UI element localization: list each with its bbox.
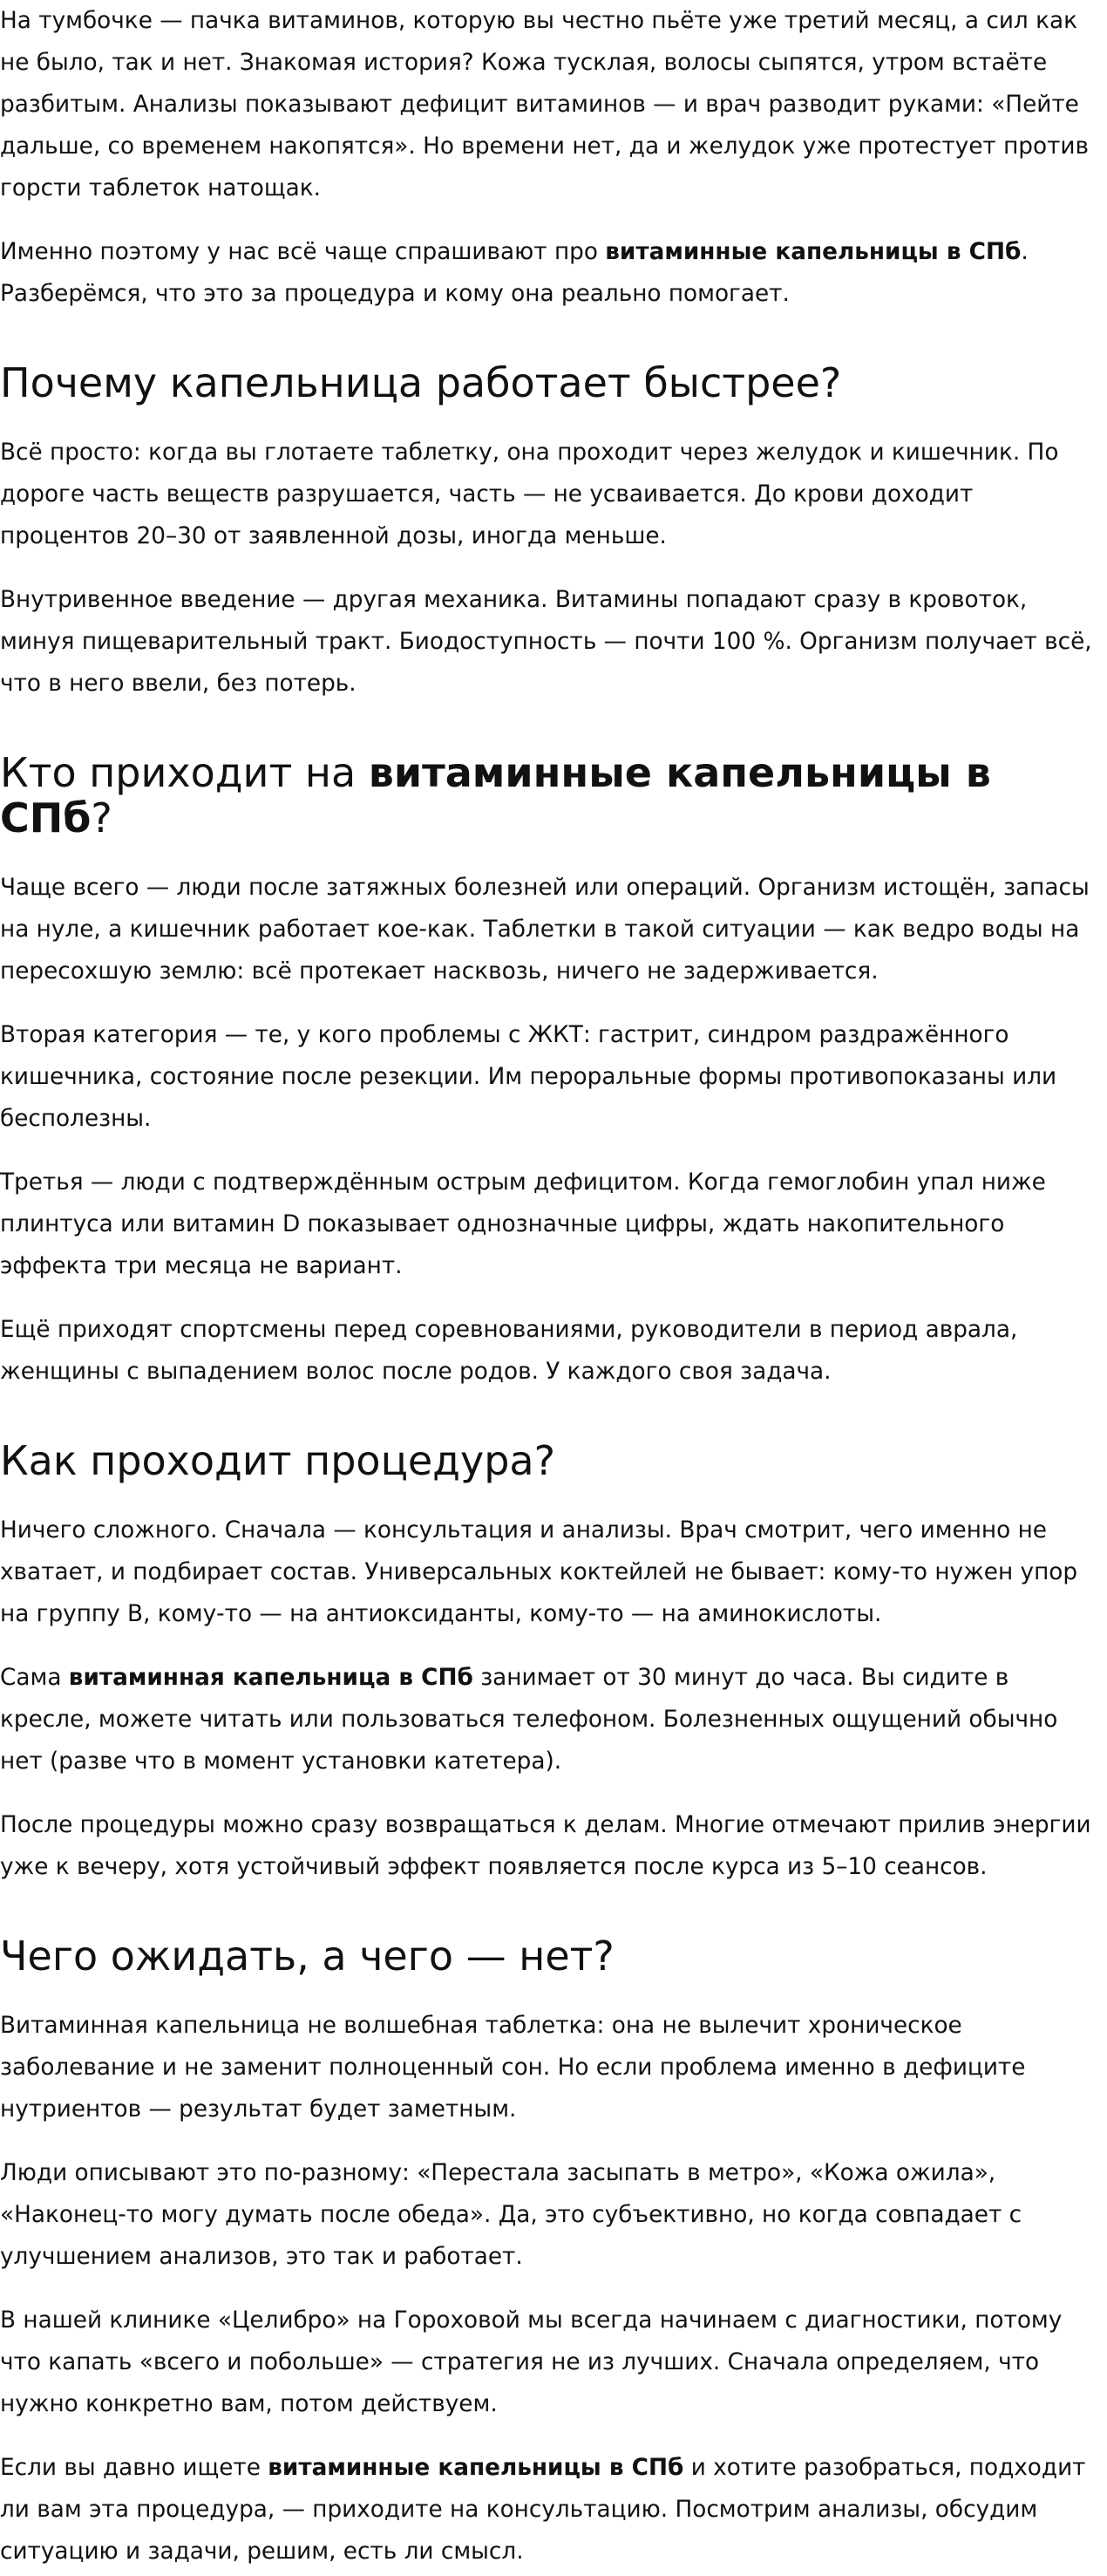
intro-paragraph-keyword [0,231,1107,315]
heading-keyword-bold: витаминные капельницы в СПб [0,749,991,842]
section-heading-who-comes [0,750,1107,841]
text-span: Сама [0,1665,69,1691]
heading-text: Кто приходит на [0,749,369,796]
paragraph: Витаминная капельница не волшебная таблетка: она не вылечит хроническое заболевание и не заменит полноценный сон. Но если проблема именно в дефиците нутриентов — результат будет заметным. [0,2013,1026,2123]
paragraph: Ничего сложного. Сначала — консультация и анализы. Врач смотрит, чего именно не хватает, и подбирает состав. Универсальных коктейлей не бывает: кому-то нужен упор на группу B, кому-то — на антиоксиданты, кому-то — на аминокислоты. [0,1517,1078,1627]
paragraph: Вторая категория — те, у кого проблемы с ЖКТ: гастрит, синдром раздражённого кишечника, состояние после резекции. Им пероральные формы противопоказаны или бесполезны. [0,1022,1057,1132]
heading-text: ? [91,794,112,842]
text-span: . Разберёмся, что это за процедура и кому она реально помогает. [0,239,1029,307]
section-heading-expectations: Чего ожидать, а чего — нет? [0,1932,615,1980]
section-heading-why-faster: Почему капельница работает быстрее? [0,359,842,406]
section-heading-procedure: Как проходит процедура? [0,1437,556,1484]
text-span: и хотите разобраться, подходит ли вам эта процедура, — приходите на консультацию. Посмотрим анализы, обсудим ситуацию и задачи, решим, есть ли смысл. [0,2455,1086,2565]
paragraph: Третья — люди с подтверждённым острым дефицитом. Когда гемоглобин упал ниже плинтуса или витамин D показывает однозначные цифры, ждать накопительного эффекта три месяца не вариант. [0,1169,1046,1279]
paragraph-keyword [0,2447,1107,2573]
intro-paragraph: На тумбочке — пачка витаминов, которую вы честно пьёте уже третий месяц, а сил как не было, так и нет. Знакомая история? Кожа тусклая, волосы сыпятся, утром встаёте разбитым. Анализы показывают дефицит витаминов — и врач разводит руками: «Пейте дальше, со временем накопятся». Но времени нет, да и желудок уже протестует против горсти таблеток натощак. [0,8,1089,201]
keyword-bold: витаминные капельницы в СПб [268,2455,684,2481]
paragraph-keyword [0,1657,1107,1782]
paragraph: Всё просто: когда вы глотаете таблетку, она проходит через желудок и кишечник. По дороге часть веществ разрушается, часть — не усваивается. До крови доходит процентов 20–30 от заявленной дозы, иногда меньше. [0,440,1059,549]
paragraph: Внутривенное введение — другая механика. Витамины попадают сразу в кровоток, минуя пищеварительный тракт. Биодоступность — почти 100 %. Организм получает всё, что в него ввели, без потерь. [0,587,1092,697]
paragraph: После процедуры можно сразу возвращаться к делам. Многие отмечают прилив энергии уже к вечеру, хотя устойчивый эффект появляется после курса из 5–10 сеансов. [0,1812,1091,1880]
paragraph: Ещё приходят спортсмены перед соревнованиями, руководители в период аврала, женщины с выпадением волос после родов. У каждого своя задача. [0,1317,1018,1385]
paragraph: В нашей клинике «Целибро» на Гороховой мы всегда начинаем с диагностики, потому что капать «всего и побольше» — стратегия не из лучших. Сначала определяем, что нужно конкретно вам, потом действуем. [0,2307,1063,2417]
keyword-bold: витаминные капельницы в СПб [605,239,1022,265]
text-span: Если вы давно ищете [0,2455,268,2481]
paragraph: Люди описывают это по-разному: «Перестала засыпать в метро», «Кожа ожила», «Наконец-то могу думать после обеда». Да, это субъективно, но когда совпадает с улучшением анализов, это так и работает. [0,2160,1022,2270]
paragraph: Чаще всего — люди после затяжных болезней или операций. Организм истощён, запасы на нуле, а кишечник работает кое-как. Таблетки в такой ситуации — как ведро воды на пересохшую землю: всё протекает насквозь, ничего не задерживается. [0,875,1090,985]
text-span: Именно поэтому у нас всё чаще спрашивают про [0,239,606,265]
keyword-bold: витаминная капельница в СПб [68,1665,473,1691]
text-span: занимает от 30 минут до часа. Вы сидите в кресле, можете читать или пользоваться телефоном. Болезненных ощущений обычно нет (разве что в момент установки катетера). [0,1665,1058,1775]
